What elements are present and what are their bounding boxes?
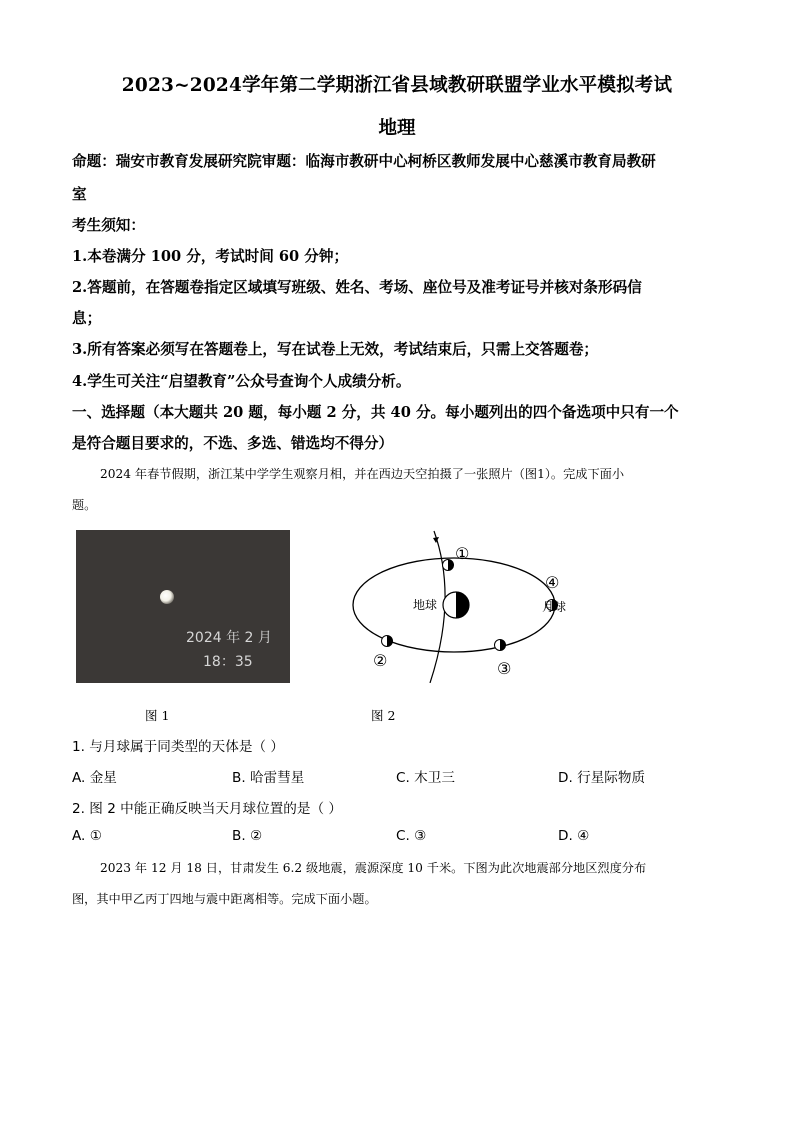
moon-orbit-diagram — [340, 528, 570, 683]
question-1-option-a[interactable]: A. 金星 — [72, 770, 117, 786]
earth-icon — [443, 592, 469, 618]
intro2-line-2: 图，其中甲乙丙丁四地与震中距离相等。完成下面小题。 — [72, 892, 377, 906]
figure-2-caption: 图 2 — [371, 708, 396, 723]
moon-label: 月球 — [541, 600, 566, 614]
question-1-option-c[interactable]: C. 木卫三 — [396, 770, 455, 786]
question-2-option-b[interactable]: B. ② — [232, 828, 263, 844]
intro2-line-1: 2023 年 12 月 18 日，甘肃发生 6.2 级地震，震源深度 10 千米。下图为此次地震部分地区烈度分布 — [100, 861, 647, 875]
question-2-option-d[interactable]: D. ④ — [558, 828, 590, 844]
intro1-line-2: 题。 — [72, 498, 97, 512]
photo-time-stamp: 18：35 — [203, 654, 253, 670]
intro1-line-1: 2024 年春节假期，浙江某中学学生观察月相，并在西边天空拍摄了一张照片（图1）。完成下面小 — [100, 467, 625, 481]
notice-item-2b: 息； — [72, 310, 102, 327]
question-1-stem: 1. 与月球属于同类型的天体是（ ） — [72, 739, 284, 755]
question-2-option-a[interactable]: A. ① — [72, 828, 102, 844]
section-heading-b: 是符合题目要求的，不选、多选、错选均不得分） — [72, 435, 394, 452]
moon-position-1-icon — [443, 560, 454, 571]
notice-item-4: 4.学生可关注“启望教育”公众号查询个人成绩分析。 — [72, 373, 411, 390]
moon-position-2-icon — [382, 636, 393, 647]
position-2-marker: ② — [373, 651, 388, 670]
moon-glow — [160, 590, 174, 604]
position-3-marker: ③ — [497, 659, 512, 678]
subject-title: 地理 — [378, 118, 416, 139]
notice-item-2a: 2.答题前，在答题卷指定区域填写班级、姓名、考场、座位号及准考证号并核对条形码信 — [72, 279, 642, 296]
notice-item-1: 1.本卷满分 100 分，考试时间 60 分钟； — [72, 248, 349, 265]
earth-label: 地球 — [413, 598, 438, 612]
section-heading-a: 一、选择题（本大题共 20 题，每小题 2 分，共 40 分。每小题列出的四个备选项中只有一个 — [72, 404, 679, 421]
position-1-marker: ① — [455, 544, 470, 563]
figure-1-caption: 图 1 — [145, 708, 170, 723]
setters-line-2: 室 — [72, 186, 87, 203]
position-4-marker: ④ — [545, 573, 560, 592]
moon-position-3-icon — [495, 640, 506, 651]
notice-item-3: 3.所有答案必须写在答题卷上，写在试卷上无效，考试结束后，只需上交答题卷； — [72, 341, 599, 358]
setters-line-1: 命题：瑞安市教育发展研究院审题：临海市教研中心柯桥区教师发展中心慈溪市教育局教研 — [72, 153, 656, 170]
moon-photo — [76, 530, 290, 683]
notice-heading: 考生须知： — [72, 217, 145, 234]
question-1-option-d[interactable]: D. 行星际物质 — [558, 770, 646, 786]
question-1-option-b[interactable]: B. 哈雷彗星 — [232, 770, 305, 786]
question-2-option-c[interactable]: C. ③ — [396, 828, 427, 844]
question-2-stem: 2. 图 2 中能正确反映当天月球位置的是（ ） — [72, 801, 342, 817]
exam-title: 2023~2024学年第二学期浙江省县域教研联盟学业水平模拟考试 — [121, 75, 673, 96]
photo-date-stamp: 2024 年 2 月 — [186, 630, 272, 646]
